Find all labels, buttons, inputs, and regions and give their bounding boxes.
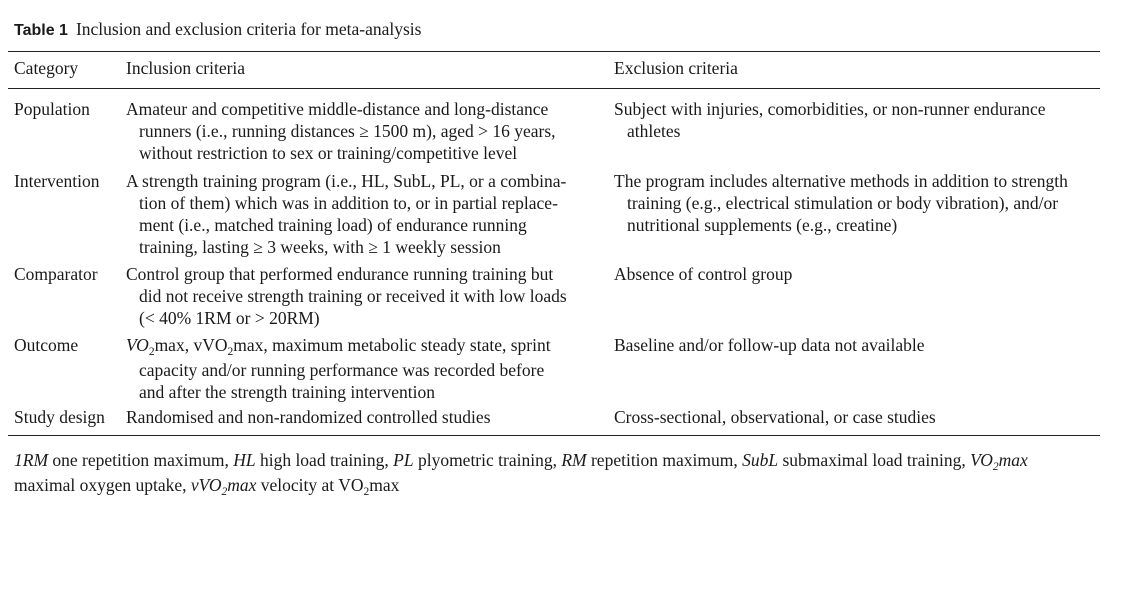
header-category: Category	[14, 58, 79, 78]
subscript: 2	[227, 346, 234, 358]
row-population-inclusion	[126, 98, 556, 164]
row-intervention-exclusion	[614, 170, 1068, 236]
text-line: Absence of control group	[614, 264, 793, 284]
text-line: Cross-sectional, observational, or case studies	[614, 407, 936, 427]
abbr: SubL	[742, 450, 779, 470]
text-line: tion of them) which was in addition to, or in partial replace-	[139, 193, 558, 213]
text-line: training, lasting ≥ 3 weeks, with ≥ 1 weekly session	[139, 237, 501, 257]
definition: velocity at VO	[256, 475, 364, 495]
definition: high load training,	[255, 450, 394, 470]
row-comparator-inclusion	[126, 263, 567, 329]
definition: submaximal load training,	[778, 450, 971, 470]
text-line: Randomised and non-randomized controlled studies	[126, 407, 491, 427]
subscript: 2	[221, 486, 228, 498]
abbr: max	[998, 450, 1028, 470]
subscript: 2	[992, 461, 999, 473]
row-study-design-inclusion	[126, 406, 491, 428]
row-study-design-category: Study design	[14, 407, 105, 427]
text-line: without restriction to sex or training/competitive level	[139, 143, 518, 163]
header-inclusion: Inclusion criteria	[126, 58, 246, 78]
definition: max	[369, 475, 400, 495]
text-line: (< 40% 1RM or > 20RM)	[139, 308, 320, 328]
abbr: RM	[561, 450, 587, 470]
bottom-rule	[8, 435, 1100, 436]
abbr: max	[227, 475, 257, 495]
row-comparator-exclusion	[614, 263, 792, 285]
definition: one repetition maximum,	[48, 450, 234, 470]
row-intervention-inclusion	[126, 170, 566, 258]
table-footnote	[14, 449, 1028, 499]
vo2max-symbol: VO	[126, 335, 149, 355]
text-line: athletes	[627, 121, 681, 141]
row-outcome-category: Outcome	[14, 335, 79, 355]
row-study-design-exclusion	[614, 406, 936, 428]
row-population-category: Population	[14, 99, 90, 119]
text-line: did not receive strength training or received it with low loads	[139, 286, 567, 306]
text-line: Control group that performed endurance running training but	[126, 264, 554, 284]
text-line: and after the strength training intervention	[139, 382, 435, 402]
text-line: The program includes alternative methods in addition to strength	[614, 171, 1068, 191]
row-outcome-exclusion	[614, 334, 925, 356]
definition: maximal oxygen uptake,	[14, 475, 191, 495]
header-rule	[8, 88, 1100, 89]
row-outcome-inclusion	[126, 334, 551, 403]
text-line: nutritional supplements (e.g., creatine)	[627, 215, 898, 235]
table-label: Table 1	[14, 22, 68, 39]
subscript: 2	[363, 486, 370, 498]
text-line: Amateur and competitive middle-distance and long-distance	[126, 99, 549, 119]
text-line: Subject with injuries, comorbidities, or non-runner endurance	[614, 99, 1046, 119]
footnote-line	[14, 474, 1028, 499]
abbr: 1RM	[14, 450, 49, 470]
header-exclusion: Exclusion criteria	[614, 58, 738, 78]
definition: repetition maximum,	[586, 450, 743, 470]
vvo2max-symbol: vVO	[193, 335, 228, 355]
abbr: HL	[233, 450, 256, 470]
abbr: vVO	[190, 475, 222, 495]
subscript: 2	[148, 346, 155, 358]
footnote-line	[14, 449, 1028, 474]
text-line: training (e.g., electrical stimulation or body vibration), and/or	[627, 193, 1059, 213]
text-line: capacity and/or running performance was recorded before	[139, 360, 545, 380]
text-fragment: max,	[154, 335, 194, 355]
top-rule	[8, 51, 1100, 52]
row-intervention-category: Intervention	[14, 171, 100, 191]
row-comparator-category: Comparator	[14, 264, 98, 284]
table-title: Inclusion and exclusion criteria for meta-analysis	[75, 19, 422, 39]
text-line: A strength training program (i.e., HL, SubL, PL, or a combina-	[126, 171, 567, 191]
text-line	[126, 334, 551, 359]
row-population-exclusion	[614, 98, 1046, 142]
text-line: Baseline and/or follow-up data not available	[614, 335, 925, 355]
text-fragment: max, maximum metabolic steady state, sprint	[233, 335, 551, 355]
abbr: VO	[970, 450, 993, 470]
definition: plyometric training,	[413, 450, 562, 470]
table-caption	[14, 19, 421, 40]
abbr: PL	[393, 450, 414, 470]
text-line: runners (i.e., running distances ≥ 1500 m), aged > 16 years,	[139, 121, 556, 141]
text-line: ment (i.e., matched training load) of endurance running	[139, 215, 527, 235]
